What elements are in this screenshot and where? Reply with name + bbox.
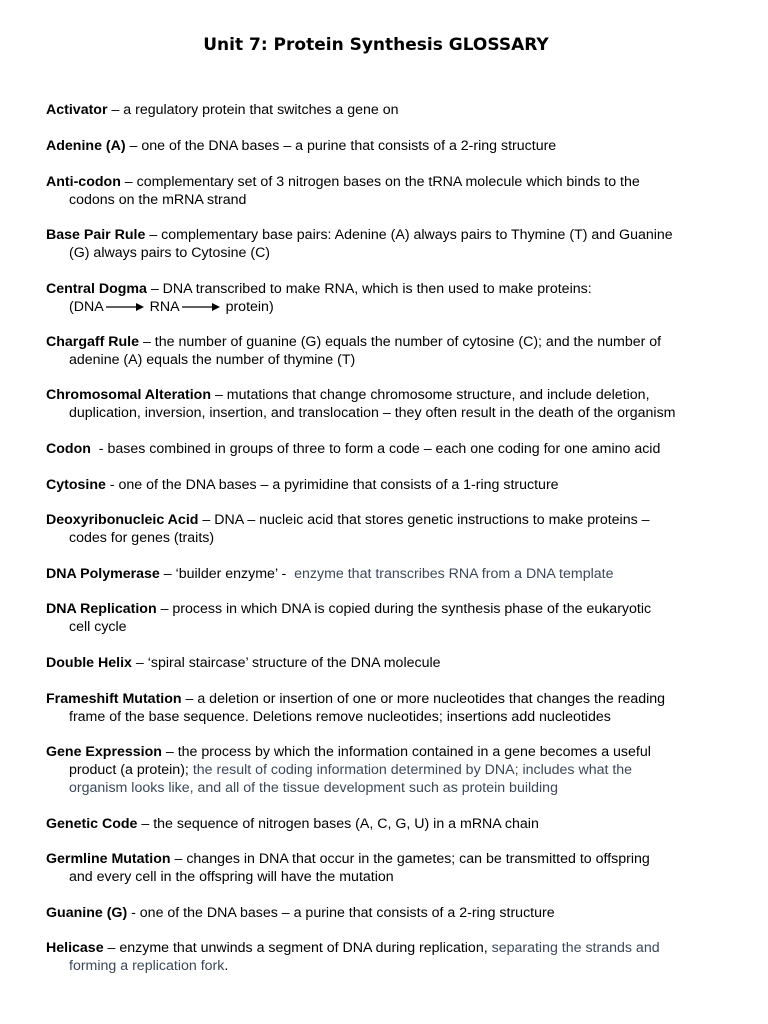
term: DNA Replication (46, 601, 157, 617)
entry-base-pair-rule (46, 226, 726, 262)
entry-frameshift-mutation (46, 690, 726, 726)
entry-activator (46, 101, 726, 119)
definition-continued: and every cell in the offspring will have the mutation (69, 869, 394, 885)
entry-dna-replication (46, 600, 726, 636)
definition-continued: codes for genes (traits) (69, 530, 215, 546)
definition-note: separating the strands and (487, 940, 660, 956)
definition: – a regulatory protein that switches a gene on (107, 102, 399, 118)
entry-cytosine (46, 476, 726, 494)
definition-note: enzyme that transcribes RNA from a DNA template (294, 566, 614, 582)
definition: – DNA transcribed to make RNA, which is then used to make proteins: (146, 281, 592, 297)
term: Guanine (G) (46, 905, 128, 921)
definition-continued: adenine (A) equals the number of thymine (T) (69, 352, 356, 368)
definition: – DNA – nucleic acid that stores genetic instructions to make proteins – (198, 512, 650, 528)
term: Base Pair Rule (46, 227, 146, 243)
dogma-dna: (DNA (69, 299, 104, 315)
definition-continued: product (a protein); (69, 762, 189, 778)
definition-note-continued: forming a replication fork (69, 958, 225, 974)
definition: - one of the DNA bases – a purine that consists of a 2-ring structure (127, 905, 555, 921)
definition: – the sequence of nitrogen bases (A, C, G, U) in a mRNA chain (137, 816, 539, 832)
definition: – a deletion or insertion of one or more nucleotides that changes the reading (181, 691, 666, 707)
term: Germline Mutation (46, 851, 171, 867)
definition: – changes in DNA that occur in the gametes; can be transmitted to offspring (170, 851, 650, 867)
term: DNA Polymerase (46, 566, 160, 582)
entry-guanine (46, 904, 726, 922)
definition-note-continued: organism looks like, and all of the tissue development such as protein building (69, 780, 558, 796)
definition: – complementary set of 3 nitrogen bases on the tRNA molecule which binds to the (120, 174, 640, 190)
term: Activator (46, 102, 108, 118)
term: Codon (46, 441, 91, 457)
entry-central-dogma (46, 280, 726, 316)
term: Gene Expression (46, 744, 162, 760)
entry-anticodon (46, 173, 726, 209)
entry-chargaff-rule (46, 333, 726, 369)
definition-note: the result of coding information determined by DNA; includes what the (188, 762, 633, 778)
definition-continued: duplication, inversion, insertion, and translocation – they often result in the death of the organism (69, 405, 676, 421)
term: Deoxyribonucleic Acid (46, 512, 199, 528)
dogma-rna: RNA (149, 299, 180, 315)
term: Genetic Code (46, 816, 138, 832)
entry-double-helix (46, 654, 726, 672)
definition-continued: cell cycle (69, 619, 127, 635)
definition-continued: frame of the base sequence. Deletions remove nucleotides; insertions add nucleotides (69, 709, 611, 725)
term: Frameshift Mutation (46, 691, 182, 707)
term: Cytosine (46, 477, 106, 493)
dogma-protein: protein) (225, 299, 274, 315)
entry-dna-polymerase (46, 565, 726, 583)
definition-continued: (G) always pairs to Cytosine (C) (69, 245, 271, 261)
term: Helicase (46, 940, 104, 956)
entry-genetic-code (46, 815, 726, 833)
definition: – process in which DNA is copied during the synthesis phase of the eukaryotic (156, 601, 652, 617)
term: Anti-codon (46, 174, 121, 190)
definition: – the number of guanine (G) equals the number of cytosine (C); and the number of (139, 334, 662, 350)
entry-deoxyribonucleic-acid (46, 511, 726, 547)
term: Double Helix (46, 655, 132, 671)
definition: - bases combined in groups of three to form a code – each one coding for one amino acid (90, 441, 661, 457)
entry-gene-expression (46, 743, 726, 797)
definition: – one of the DNA bases – a purine that consists of a 2-ring structure (125, 138, 557, 154)
term: Chargaff Rule (46, 334, 140, 350)
definition: – mutations that change chromosome structure, and include deletion, (211, 387, 650, 403)
definition-continued: codons on the mRNA strand (69, 192, 247, 208)
entry-germline-mutation (46, 850, 726, 886)
arrow-right-icon (182, 302, 220, 312)
definition: – ‘spiral staircase’ structure of the DNA molecule (131, 655, 441, 671)
definition: – complementary base pairs: Adenine (A) always pairs to Thymine (T) and Guanine (145, 227, 673, 243)
definition-period: . (224, 958, 229, 974)
term: Central Dogma (46, 281, 147, 297)
definition: - one of the DNA bases – a pyrimidine that consists of a 1-ring structure (105, 477, 559, 493)
entry-adenine (46, 137, 726, 155)
definition: – ‘builder enzyme’ - (159, 566, 295, 582)
term: Adenine (A) (46, 138, 126, 154)
term: Chromosomal Alteration (46, 387, 212, 403)
entry-codon (46, 440, 726, 458)
page-title: Unit 7: Protein Synthesis GLOSSARY (203, 35, 549, 55)
arrow-right-icon (106, 302, 144, 312)
definition: – enzyme that unwinds a segment of DNA during replication, (103, 940, 488, 956)
dogma-sequence (46, 298, 726, 316)
entry-chromosomal-alteration (46, 386, 726, 422)
entry-helicase (46, 939, 726, 975)
definition: – the process by which the information contained in a gene becomes a useful (161, 744, 651, 760)
